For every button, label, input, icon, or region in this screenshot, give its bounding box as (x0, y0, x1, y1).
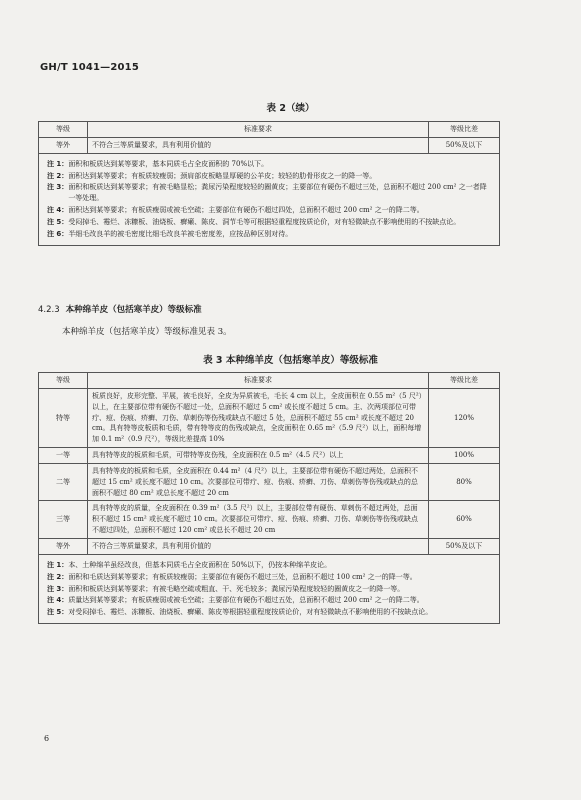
note-label: 注 3： (47, 183, 69, 192)
table-row (39, 388, 500, 447)
grade-cell: 一等 (39, 448, 88, 464)
note-item (47, 205, 491, 216)
note-text: 本、土种绵羊虽经改良，但基本同质毛占全皮面积在 50%以下，仍按本种绵羊皮论。 (68, 560, 332, 569)
note-label: 注 5： (47, 608, 69, 617)
note-item (47, 595, 491, 606)
requirement-cell: 不符合三等质量要求，具有利用价值的 (88, 538, 429, 554)
note-label: 注 2： (47, 171, 69, 180)
grade-cell: 三等 (39, 501, 88, 539)
note-item (47, 182, 491, 204)
grade-cell: 特等 (39, 388, 88, 447)
table3-caption: 表 3 本种绵羊皮（包括寒羊皮）等级标准 (203, 355, 378, 366)
note-item (47, 171, 491, 182)
requirement-cell: 具有特等皮的板质和毛质，全皮面积在 0.44 m²（4 尺²）以上，主要部位带有硬伤不超过两处，总面积不超过 15 cm² 或长度不超过 10 cm。次要部位可带疔、痘、伤痕、疥癣、刀伤、草刺伤等伤残或缺点的总面积不超过 80 cm² 或总长度不超过 20 cm (88, 463, 429, 501)
note-text: 面积达到某等要求；有板质较瘦弱；颈肩部皮板略显厚硬的公羊皮；较轻的肋骨形皮之一的降一等。 (68, 171, 377, 180)
note-item (47, 229, 491, 240)
note-label: 注 2： (47, 572, 69, 581)
section-intro: 本种绵羊皮（包括寒羊皮）等级标准见表 3。 (62, 327, 232, 337)
table2-notes (39, 153, 500, 245)
table2-header-req: 标准要求 (88, 122, 429, 138)
note-text: 半细毛改良羊的被毛密度比细毛改良羊被毛密度差，应按品种区别对待。 (68, 229, 293, 238)
note-item (47, 572, 491, 583)
note-text: 面积达到某等要求；有板质瘦弱或被毛空疏；主要部位有硬伤不超过四处，总面积不超过 200 cm² 之一的降二等。 (68, 206, 424, 215)
table3-header-req: 标准要求 (88, 373, 429, 389)
note-label: 注 6： (47, 229, 69, 238)
grade-cell: 等外 (39, 137, 88, 153)
note-item (47, 159, 491, 170)
section-heading (38, 303, 202, 315)
note-label: 注 1： (47, 159, 69, 168)
table3-header-row (39, 373, 500, 389)
table-row (39, 448, 500, 464)
diff-cell: 50%及以下 (429, 538, 500, 554)
page-number: 6 (44, 734, 50, 743)
note-label: 注 5： (47, 217, 69, 226)
note-text: 面积和板质达到某等要求，基本同质毛占全皮面积的 70%以下。 (68, 159, 269, 168)
requirement-cell: 具有特等皮的板质和毛质，可带特等皮伤残，全皮面积在 0.5 m²（4.5 尺²）以上 (88, 448, 429, 464)
requirement-cell: 具有特等皮的质量，全皮面积在 0.39 m²（3.5 尺²）以上，主要部位带有硬伤、草刺伤不超过两处，总面积不超过 15 cm² 或长度不超过 10 cm。次要部位可带疔、痘、伤痕、疥癣、刀伤、草刺伤等伤残或缺点不超过四处，总面积不超过 120 cm² 或总长不超过 20 cm (88, 501, 429, 539)
table2-header-grade: 等级 (39, 122, 88, 138)
notes-row (39, 554, 500, 623)
section-title: 本种绵羊皮（包括寒羊皮）等级标准 (65, 305, 202, 315)
diff-cell: 50%及以下 (429, 137, 500, 153)
note-text: 受闷掉毛、霉烂、冻糠板、油烧板、癣癞、陈皮、洞节毛等可根据轻重程度按质论价，对有轻微缺点不影响使用的不按缺点论。 (68, 217, 461, 226)
table3-header-diff: 等级比差 (429, 373, 500, 389)
note-label: 注 1： (47, 560, 69, 569)
table2-header-row (39, 122, 500, 138)
note-item (47, 607, 491, 618)
diff-cell: 100% (429, 448, 500, 464)
table-3 (38, 372, 500, 624)
note-label: 注 3： (47, 584, 69, 593)
note-label: 注 4： (47, 206, 69, 215)
section-number: 4.2.3 (38, 305, 60, 315)
diff-cell: 60% (429, 501, 500, 539)
notes-row (39, 153, 500, 245)
grade-cell: 二等 (39, 463, 88, 501)
diff-cell: 80% (429, 463, 500, 501)
table3-header-grade: 等级 (39, 373, 88, 389)
note-label: 注 4： (47, 596, 69, 605)
note-text: 对受闷掉毛、霉烂、冻糠板、油烧板、癣癞、陈皮等根据轻重程度按质论价，对有轻微缺点不影响使用的不按缺点论。 (68, 608, 433, 617)
note-text: 质量达到某等要求；有板质瘦弱或被毛空疏；主要部位有硬伤不超过五处，总面积不超过 200 cm² 之一的降二等。 (68, 596, 424, 605)
document-id: GH/T 1041—2015 (40, 62, 139, 73)
note-item (47, 584, 491, 595)
table-2 (38, 121, 500, 246)
table2-header-diff: 等级比差 (429, 122, 500, 138)
note-text: 面积和毛质达到某等要求；有板质较瘦弱；主要部位有硬伤不超过三处，总面积不超过 100 cm² 之一的降一等。 (68, 572, 417, 581)
note-item (47, 217, 491, 228)
note-text: 面积和板质达到某等要求；有被毛略显松；粪尿污染程度较轻的圈黄皮；主要部位有硬伤不超过三处，总面积不超过 200 cm² 之一者降一等处理。 (68, 183, 487, 203)
requirement-cell: 板质良好，皮形完整、平展，被毛良好，全皮为异质被毛，毛长 4 cm 以上，全皮面积在 0.55 m²（5 尺²）以上，在主要部位带有硬伤不超过一处，总面积不超过 5 cm² 或长度不超过 5 cm。主、次两项部位可带疔、痘、伤痕、疥癣、刀伤、草刺伤等伤残或缺点不超过 5 处，总面积不超过 55 cm² 或长度不超过 20 cm。具有特等皮板质和毛质，带有特等皮的伤残或缺点，全皮面积在 0.65 m²（5.9 尺²）以上，面积每增加 0.1 m²（0.9 尺²），等级比差提高 10% (88, 388, 429, 447)
diff-cell: 120% (429, 388, 500, 447)
note-text: 面积和板质达到某等要求；有被毛略空疏或粗直、干、死毛较多；粪尿污染程度较轻的圈黄皮之一的降一等。 (68, 584, 405, 593)
note-item (47, 560, 491, 571)
table-row (39, 501, 500, 539)
table-row (39, 137, 500, 153)
grade-cell: 等外 (39, 538, 88, 554)
table-row (39, 538, 500, 554)
table2-caption: 表 2（续） (266, 103, 315, 114)
table3-notes (39, 554, 500, 623)
requirement-cell: 不符合三等质量要求，具有利用价值的 (88, 137, 429, 153)
table-row (39, 463, 500, 501)
